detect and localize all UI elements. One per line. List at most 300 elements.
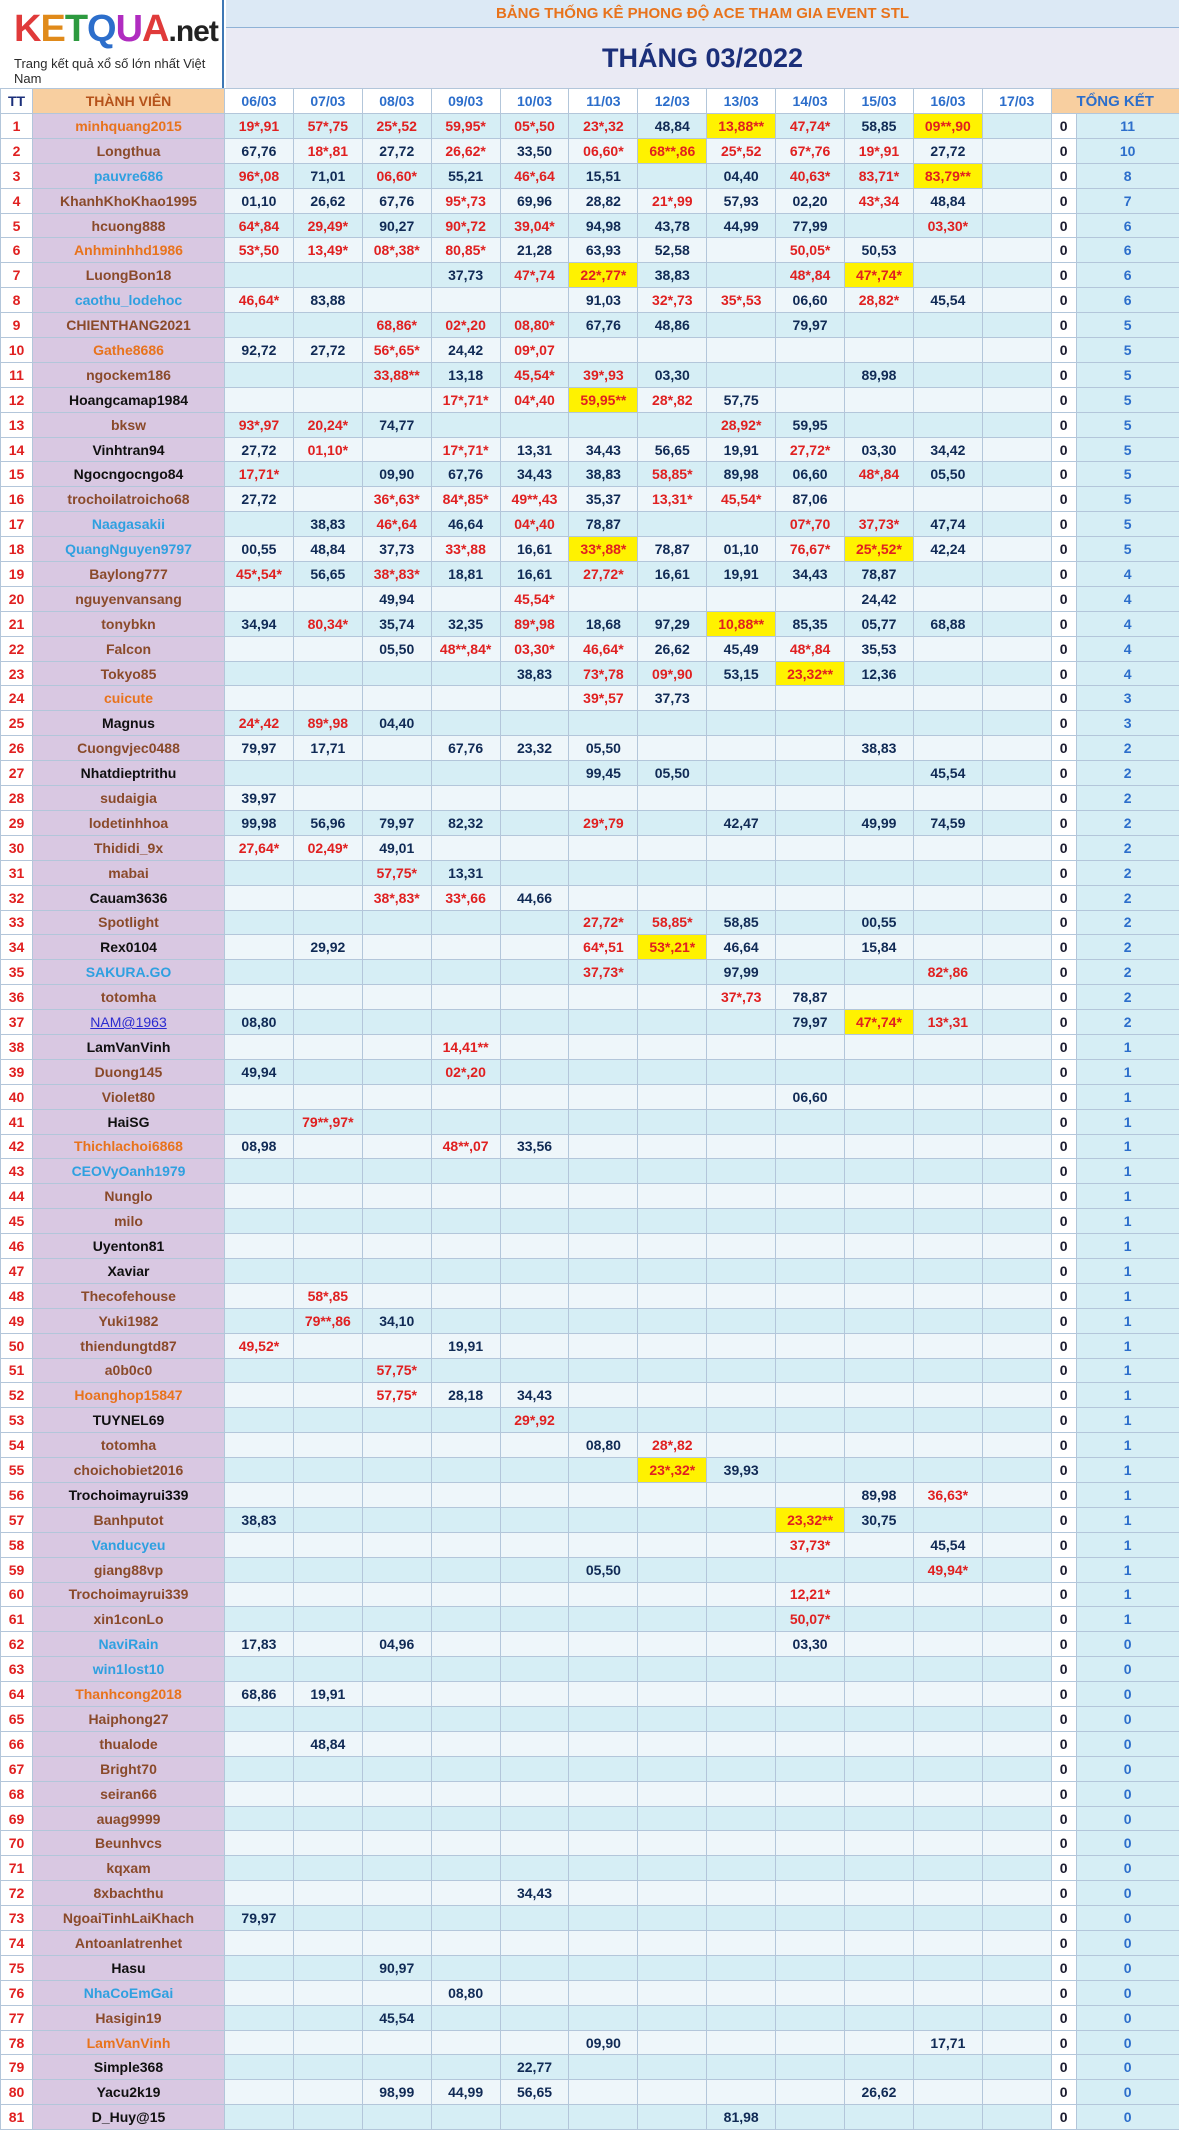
result-cell: 79**,86	[293, 1308, 362, 1333]
result-cell	[293, 1159, 362, 1184]
result-cell	[776, 860, 845, 885]
row-number: 1	[1, 114, 33, 139]
table-row	[1, 2105, 1179, 2130]
member-name-cell	[33, 1010, 225, 1035]
member-name-cell	[33, 810, 225, 835]
result-cell	[293, 1408, 362, 1433]
table-row	[1, 238, 1179, 263]
member-name-cell	[33, 1756, 225, 1781]
member-name: giang88vp	[93, 1561, 164, 1578]
result-cell	[431, 1184, 500, 1209]
member-name-cell	[33, 1059, 225, 1084]
result-cell: 80,34*	[293, 611, 362, 636]
result-cell	[569, 885, 638, 910]
result-cell	[913, 238, 982, 263]
result-cell	[707, 736, 776, 761]
total-cell: 5	[1076, 437, 1179, 462]
result-cell	[293, 1084, 362, 1109]
zero-count-cell: 0	[1051, 985, 1076, 1010]
member-name: caothu_lodehoc	[74, 292, 183, 309]
result-cell	[707, 786, 776, 811]
result-cell	[776, 1806, 845, 1831]
row-number: 48	[1, 1283, 33, 1308]
member-name: Nhatdieptrithu	[80, 765, 177, 782]
result-cell: 20,24*	[293, 412, 362, 437]
result-cell	[225, 1980, 294, 2005]
row-number: 52	[1, 1383, 33, 1408]
result-cell: 22,77	[500, 2055, 569, 2080]
result-cell	[431, 786, 500, 811]
result-cell	[913, 2005, 982, 2030]
total-cell: 5	[1076, 487, 1179, 512]
result-cell: 57,75*	[362, 1383, 431, 1408]
result-cell	[500, 412, 569, 437]
row-number: 17	[1, 512, 33, 537]
result-cell	[569, 1682, 638, 1707]
total-cell: 4	[1076, 586, 1179, 611]
result-cell	[293, 1657, 362, 1682]
result-cell: 28,92*	[707, 412, 776, 437]
total-cell: 1	[1076, 1408, 1179, 1433]
result-cell: 17,71	[913, 2030, 982, 2055]
table-row	[1, 1881, 1179, 1906]
result-cell: 90*,72	[431, 213, 500, 238]
result-cell	[845, 1955, 914, 1980]
table-row	[1, 1657, 1179, 1682]
result-cell: 39*,93	[569, 362, 638, 387]
result-cell	[776, 2105, 845, 2130]
result-cell	[362, 736, 431, 761]
result-cell	[431, 1582, 500, 1607]
result-cell	[638, 860, 707, 885]
table-row	[1, 761, 1179, 786]
result-cell: 27,72*	[776, 437, 845, 462]
result-cell	[913, 1632, 982, 1657]
result-cell	[982, 1084, 1051, 1109]
result-cell: 17,71*	[225, 462, 294, 487]
result-cell	[845, 1806, 914, 1831]
result-cell	[638, 1856, 707, 1881]
member-name: Rex0104	[100, 939, 157, 956]
result-cell: 89,98	[707, 462, 776, 487]
result-cell: 38*,83*	[362, 885, 431, 910]
member-name: NaviRain	[98, 1636, 159, 1653]
member-name-cell	[33, 437, 225, 462]
total-cell: 5	[1076, 462, 1179, 487]
result-cell: 78,87	[845, 562, 914, 587]
zero-count-cell: 0	[1051, 1433, 1076, 1458]
result-cell	[982, 1308, 1051, 1333]
zero-count-cell: 0	[1051, 1931, 1076, 1956]
row-number: 40	[1, 1084, 33, 1109]
result-cell	[982, 1358, 1051, 1383]
result-cell: 42,24	[913, 537, 982, 562]
result-cell	[913, 263, 982, 288]
result-cell: 04,40	[362, 711, 431, 736]
result-cell: 35*,53	[707, 288, 776, 313]
result-cell	[500, 1482, 569, 1507]
member-name: Banhputot	[93, 1511, 164, 1528]
row-number: 54	[1, 1433, 33, 1458]
result-cell	[982, 1557, 1051, 1582]
zero-count-cell: 0	[1051, 1955, 1076, 1980]
table-row	[1, 1358, 1179, 1383]
zero-count-cell: 0	[1051, 1806, 1076, 1831]
total-cell: 1	[1076, 1283, 1179, 1308]
result-cell: 36*,63*	[362, 487, 431, 512]
result-cell	[225, 1931, 294, 1956]
result-cell	[638, 163, 707, 188]
table-row	[1, 1184, 1179, 1209]
result-cell	[707, 1258, 776, 1283]
member-name-cell	[33, 1209, 225, 1234]
member-name-cell	[33, 1931, 225, 1956]
result-cell	[500, 2105, 569, 2130]
result-cell	[845, 1333, 914, 1358]
total-cell: 2	[1076, 835, 1179, 860]
result-cell: 26,62	[293, 188, 362, 213]
result-cell	[569, 1408, 638, 1433]
result-cell	[845, 1707, 914, 1732]
member-name-cell	[33, 114, 225, 139]
result-cell	[500, 761, 569, 786]
result-cell	[638, 1159, 707, 1184]
result-cell: 06,60*	[569, 138, 638, 163]
result-cell	[707, 1010, 776, 1035]
result-cell: 48*,84	[776, 636, 845, 661]
result-cell	[225, 1657, 294, 1682]
result-cell	[845, 1084, 914, 1109]
result-cell: 39,04*	[500, 213, 569, 238]
result-cell: 34,42	[913, 437, 982, 462]
result-cell	[500, 1358, 569, 1383]
result-cell	[845, 1831, 914, 1856]
member-name-cell	[33, 1283, 225, 1308]
col-header-date: 07/03	[293, 89, 362, 114]
result-cell	[776, 1159, 845, 1184]
member-name-cell	[33, 288, 225, 313]
result-cell	[569, 860, 638, 885]
zero-count-cell: 0	[1051, 263, 1076, 288]
result-cell	[982, 288, 1051, 313]
result-cell	[845, 1258, 914, 1283]
result-cell	[225, 1607, 294, 1632]
row-number: 21	[1, 611, 33, 636]
result-cell	[982, 1034, 1051, 1059]
ketqua-logo[interactable]	[0, 0, 224, 88]
result-cell	[500, 1931, 569, 1956]
result-cell	[776, 1781, 845, 1806]
result-cell: 48,84	[913, 188, 982, 213]
member-link[interactable]: NAM@1963	[90, 1014, 167, 1030]
result-cell	[500, 1756, 569, 1781]
table-row	[1, 1433, 1179, 1458]
row-number: 45	[1, 1209, 33, 1234]
result-cell	[776, 960, 845, 985]
result-cell	[913, 786, 982, 811]
result-cell	[982, 338, 1051, 363]
zero-count-cell: 0	[1051, 1756, 1076, 1781]
table-row	[1, 387, 1179, 412]
result-cell: 09,90	[569, 2030, 638, 2055]
result-cell	[982, 985, 1051, 1010]
result-cell	[707, 1184, 776, 1209]
result-cell	[845, 1433, 914, 1458]
result-cell: 45,54*	[500, 586, 569, 611]
result-cell: 48,84	[293, 1731, 362, 1756]
row-number: 63	[1, 1657, 33, 1682]
member-name-cell	[33, 1906, 225, 1931]
result-cell: 13*,31	[913, 1010, 982, 1035]
zero-count-cell: 0	[1051, 960, 1076, 985]
result-cell	[362, 437, 431, 462]
result-cell	[707, 1682, 776, 1707]
total-cell: 3	[1076, 711, 1179, 736]
result-cell	[982, 238, 1051, 263]
result-cell: 87,06	[776, 487, 845, 512]
row-number: 64	[1, 1682, 33, 1707]
result-cell	[569, 1806, 638, 1831]
member-name-cell	[33, 313, 225, 338]
total-cell: 5	[1076, 537, 1179, 562]
member-name: sudaigia	[100, 789, 157, 806]
result-cell	[845, 1657, 914, 1682]
result-cell	[913, 1084, 982, 1109]
member-name-cell	[33, 661, 225, 686]
result-cell	[431, 1084, 500, 1109]
result-cell	[638, 1607, 707, 1632]
zero-count-cell: 0	[1051, 885, 1076, 910]
result-cell	[500, 2030, 569, 2055]
report-title: BẢNG THỐNG KÊ PHONG ĐỘ ACE THAM GIA EVENT STL	[226, 0, 1179, 28]
total-cell: 2	[1076, 786, 1179, 811]
row-number: 65	[1, 1707, 33, 1732]
result-cell	[913, 1258, 982, 1283]
table-row	[1, 213, 1179, 238]
result-cell	[569, 412, 638, 437]
result-cell	[638, 2055, 707, 2080]
member-name: totomha	[100, 989, 157, 1006]
result-cell: 67,76	[569, 313, 638, 338]
result-cell: 13,18	[431, 362, 500, 387]
total-cell: 0	[1076, 1632, 1179, 1657]
result-cell	[638, 1657, 707, 1682]
result-cell	[776, 338, 845, 363]
result-cell	[569, 1756, 638, 1781]
result-cell	[638, 2030, 707, 2055]
row-number: 7	[1, 263, 33, 288]
result-cell	[569, 1906, 638, 1931]
table-row	[1, 1856, 1179, 1881]
member-name: Duong145	[94, 1063, 163, 1080]
table-row	[1, 537, 1179, 562]
member-name-cell	[33, 2005, 225, 2030]
row-number: 13	[1, 412, 33, 437]
table-row	[1, 1283, 1179, 1308]
total-cell: 2	[1076, 935, 1179, 960]
table-row	[1, 188, 1179, 213]
result-cell	[362, 387, 431, 412]
result-cell	[500, 1507, 569, 1532]
result-cell	[776, 1657, 845, 1682]
result-cell	[982, 263, 1051, 288]
result-cell	[225, 1308, 294, 1333]
result-cell	[982, 1781, 1051, 1806]
result-cell	[431, 1010, 500, 1035]
row-number: 61	[1, 1607, 33, 1632]
table-row	[1, 1234, 1179, 1259]
zero-count-cell: 0	[1051, 1333, 1076, 1358]
zero-count-cell: 0	[1051, 1010, 1076, 1035]
table-row	[1, 1731, 1179, 1756]
result-cell	[982, 1184, 1051, 1209]
result-cell	[500, 1781, 569, 1806]
result-cell	[431, 1955, 500, 1980]
result-cell	[362, 2055, 431, 2080]
result-cell: 08,80	[431, 1980, 500, 2005]
total-cell: 1	[1076, 1258, 1179, 1283]
result-cell	[776, 362, 845, 387]
result-cell	[776, 387, 845, 412]
result-cell	[293, 2005, 362, 2030]
result-cell	[225, 1781, 294, 1806]
table-row	[1, 338, 1179, 363]
result-cell	[707, 1831, 776, 1856]
result-cell	[982, 960, 1051, 985]
result-cell: 79,97	[362, 810, 431, 835]
zero-count-cell: 0	[1051, 1831, 1076, 1856]
member-name-cell	[33, 213, 225, 238]
result-cell	[569, 2055, 638, 2080]
result-cell	[431, 586, 500, 611]
member-name: ngockem186	[86, 366, 171, 383]
result-cell	[225, 860, 294, 885]
result-cell: 29,49*	[293, 213, 362, 238]
result-cell	[913, 1731, 982, 1756]
result-cell	[638, 2005, 707, 2030]
result-cell: 47*,74	[500, 263, 569, 288]
member-name-cell	[33, 537, 225, 562]
result-cell	[362, 1707, 431, 1732]
result-cell	[362, 1557, 431, 1582]
table-row	[1, 412, 1179, 437]
row-number: 22	[1, 636, 33, 661]
col-header-date: 06/03	[225, 89, 294, 114]
result-cell: 45,54	[362, 2005, 431, 2030]
result-cell	[982, 711, 1051, 736]
member-name-cell	[33, 586, 225, 611]
table-row	[1, 1931, 1179, 1956]
result-cell	[569, 1507, 638, 1532]
result-cell	[362, 1856, 431, 1881]
row-number: 12	[1, 387, 33, 412]
result-cell	[707, 238, 776, 263]
result-cell	[293, 387, 362, 412]
result-cell: 04*,40	[500, 387, 569, 412]
result-cell	[293, 1482, 362, 1507]
member-name: KhanhKhoKhao1995	[60, 192, 197, 209]
zero-count-cell: 0	[1051, 1283, 1076, 1308]
result-cell	[845, 1283, 914, 1308]
member-name-cell	[33, 860, 225, 885]
result-cell	[982, 1856, 1051, 1881]
result-cell	[569, 1582, 638, 1607]
result-cell: 08,80*	[500, 313, 569, 338]
result-cell	[225, 1707, 294, 1732]
result-cell	[776, 1931, 845, 1956]
result-cell	[569, 1856, 638, 1881]
zero-count-cell: 0	[1051, 810, 1076, 835]
result-cell	[500, 960, 569, 985]
result-cell	[638, 736, 707, 761]
table-row	[1, 462, 1179, 487]
result-cell	[431, 1109, 500, 1134]
result-cell	[707, 512, 776, 537]
result-cell	[569, 711, 638, 736]
row-number: 56	[1, 1482, 33, 1507]
result-cell: 95*,73	[431, 188, 500, 213]
result-cell	[293, 487, 362, 512]
result-cell	[293, 1781, 362, 1806]
row-number: 62	[1, 1632, 33, 1657]
result-cell: 05,50	[913, 462, 982, 487]
result-cell: 89,98	[845, 362, 914, 387]
result-cell: 56,65	[638, 437, 707, 462]
result-cell: 03,30	[638, 362, 707, 387]
result-cell	[982, 786, 1051, 811]
result-cell	[362, 1408, 431, 1433]
result-cell: 28*,82	[638, 387, 707, 412]
zero-count-cell: 0	[1051, 1482, 1076, 1507]
member-name: nguyenvansang	[75, 590, 182, 607]
result-cell: 49,01	[362, 835, 431, 860]
row-number: 15	[1, 462, 33, 487]
result-cell	[845, 960, 914, 985]
result-cell: 99,45	[569, 761, 638, 786]
result-cell: 45,54*	[707, 487, 776, 512]
total-cell: 2	[1076, 860, 1179, 885]
result-cell	[982, 163, 1051, 188]
result-cell	[913, 1756, 982, 1781]
result-cell	[845, 1856, 914, 1881]
result-cell	[707, 2080, 776, 2105]
member-name-cell	[33, 960, 225, 985]
result-cell: 08,80	[225, 1010, 294, 1035]
result-cell	[638, 1482, 707, 1507]
result-cell	[500, 1059, 569, 1084]
zero-count-cell: 0	[1051, 611, 1076, 636]
result-cell	[776, 935, 845, 960]
col-header-date: 13/03	[707, 89, 776, 114]
zero-count-cell: 0	[1051, 387, 1076, 412]
result-cell	[500, 1906, 569, 1931]
result-cell	[707, 1532, 776, 1557]
result-cell	[362, 910, 431, 935]
result-cell	[776, 1980, 845, 2005]
result-cell: 49,94	[225, 1059, 294, 1084]
result-cell: 56*,65*	[362, 338, 431, 363]
row-number: 28	[1, 786, 33, 811]
member-name: Bright70	[100, 1760, 157, 1777]
result-cell	[707, 1383, 776, 1408]
result-cell	[638, 1084, 707, 1109]
result-cell	[913, 1881, 982, 1906]
result-cell	[982, 661, 1051, 686]
row-number: 30	[1, 835, 33, 860]
result-cell	[500, 1806, 569, 1831]
col-header-tt: TT	[1, 89, 33, 114]
zero-count-cell: 0	[1051, 711, 1076, 736]
